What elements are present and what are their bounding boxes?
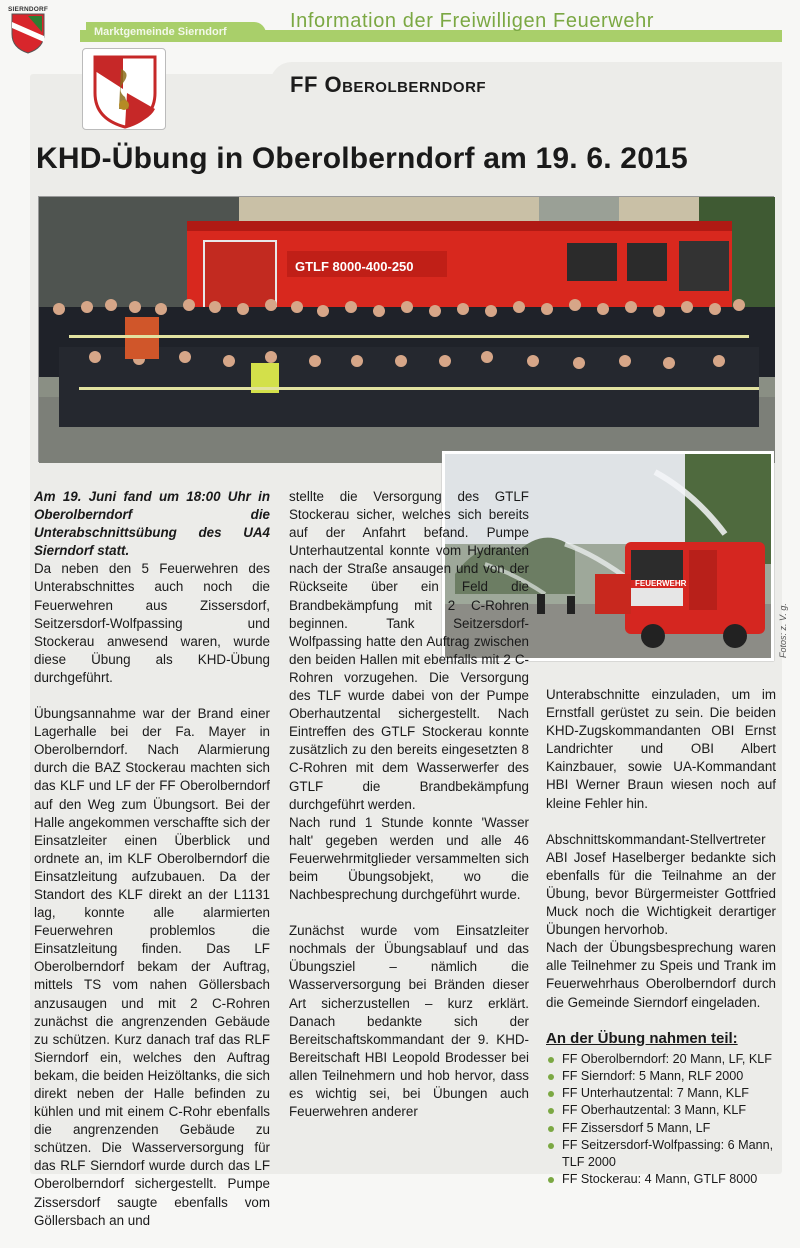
article-title: KHD-Übung in Oberolberndorf am 19. 6. 2015	[36, 142, 688, 175]
truck-label: GTLF 8000-400-250	[295, 259, 414, 274]
crest-label: SIERNDORF	[8, 6, 49, 13]
list-item: FF Stockerau: 4 Mann, GTLF 8000	[546, 1171, 776, 1188]
list-item: FF Seitzersdorf-Wolfpassing: 6 Mann, TLF 2000	[546, 1137, 776, 1171]
photo-credit: Fotos: z. V. g.	[778, 603, 788, 658]
paragraph: Übungsannahme war der Brand einer Lagerhalle bei der Fa. Mayer in Oberolberndorf. Nach Alarmierung durch die BAZ Stockerau machten sich das KLF und LF der FF Oberolberndorf auf den Weg zum Übungsort. Bei der Halle angekommen verschaffte sich der Einsatzleiter einen Überblick und ordnete an, im KLF Oberolberndorf die Einsatzleitung aufzubauen. Da der Standort des KLF direkt an der L1131 lag, konnte alle alarmierten Feuerwehren problemlos die Einsatzleitung finden. Das LF Oberolberndorf bekam der Auftrag, mittels TS vom nahen Göllersbach anzusaugen und mit 2 C-Rohren zunächst die angrenzenden Gebäude zu schützen. Kurz danach traf das RLF Sierndorf ein, welches den Auftrag bekam, die beiden Heizöltanks, die sich direkt neben der Halle befinden zu kühlen und mit einem C-Rohr ebenfalls die angrenzenden Gebäude zu schützen. Die Wasserversorgung für das RLF Sierndorf wurde durch das LF Oberolberndorf sichergestellt. Pumpe Zissersdorf saugte ebenfalls vom Göllersbach an und	[34, 706, 270, 1228]
section-name: FF Oberolberndorf	[290, 72, 487, 97]
participants-list	[546, 1051, 776, 1189]
truck2-label: FEUERWEHR	[635, 579, 687, 588]
municipal-crest	[8, 6, 48, 54]
fire-truck-2	[625, 542, 765, 648]
header-tag: Marktgemeinde Sierndorf	[86, 22, 266, 42]
list-item: FF Sierndorf: 5 Mann, RLF 2000	[546, 1068, 776, 1085]
list-item: FF Oberolberndorf: 20 Mann, LF, KLF	[546, 1051, 776, 1068]
paragraph: Nach rund 1 Stunde konnte 'Wasser halt' gegeben werden und alle 46 Feuerwehrmitglieder versammelten sich beim Übungsobjekt, wo die Nachbesprechung durchgeführt wurde.	[289, 814, 529, 903]
article-lead: Am 19. Juni fand um 18:00 Uhr in Oberolberndorf die Unterabschnittsübung des UA4 Sierndorf statt.	[34, 489, 270, 559]
text-column-3	[546, 686, 776, 1188]
list-item: FF Oberhautzental: 3 Mann, KLF	[546, 1102, 776, 1119]
text-column-1	[34, 488, 270, 1248]
crest-shield-icon	[8, 6, 48, 54]
crew	[39, 299, 775, 427]
paragraph: Unterabschnitte einzuladen, um im Ernstfall gerüstet zu sein. Die beiden KHD-Zugskommandanten OBI Ernst Landrichter und OBI Albert Kainzbauer, sowie UA-Kommandant HBI Werner Braun wiesen noch auf kleine Fehler hin.	[546, 687, 776, 811]
paragraph: Da neben den 5 Feuerwehren des Unterabschnittes auch noch die Feuerwehren aus Zissersdorf, Seitzersdorf-Wolfpassing und Stockerau anwesend waren, wurde diese Übung als KHD-Übung durchgeführt.	[34, 561, 270, 685]
text-column-2	[289, 488, 529, 1139]
list-item: FF Zissersdorf 5 Mann, LF	[546, 1120, 776, 1137]
paragraph: Nach der Übungsbesprechung waren alle Teilnehmer zu Speis und Trank im Feuerwehrhaus Oberolberndorf durch die Gemeinde Sierndorf eingeladen.	[546, 940, 776, 1010]
group-photo	[38, 196, 774, 462]
list-item: FF Unterhautzental: 7 Mann, KLF	[546, 1085, 776, 1102]
paragraph: Zunächst wurde vom Einsatzleiter nochmals der Übungsablauf und das Übungsziel – nämlich die Wasserversorgung bei Bränden dieser Art sicherzustellen – kurz erklärt. Danach bedankte sich der Bereitschaftskommandant der 9. KHD-Bereitschaft HBI Leopold Brodesser bei allen Teilnehmern und hob hervor, dass es wichtig sei, bei Übungen auch Feuerwehren anderer	[289, 923, 529, 1120]
paragraph: stellte die Versorgung des GTLF Stockerau sicher, welches sich bereits auf der Anfahrt befand. Pumpe Unterhautzental konnte vom Hydranten nach der Straße ansaugen und von der Rückseite über ein Feld die Brandbekämpfung mit 2 C-Rohren beginnen. Tank Seitzersdorf-Wolfpassing hatte den Auftrag zwischen den beiden Hallen mit ebenfalls mit 2 C-Rohren vorzugehen. Die Versorgung des TLF wurde dabei von der Pumpe Oberhautzental sichergestellt. Nach Eintreffen des GTLF Stockerau konnte zusätzlich zu den bereits eingesetzten 8 C-Rohren mit dem Wasserwerfer des GTLF die Brandbekämpfung durchgeführt werden.	[289, 489, 529, 812]
header-title: Information der Freiwilligen Feuerwehr	[290, 10, 655, 32]
participants-title: An der Übung nahmen teil:	[546, 1029, 738, 1047]
ff-crest	[82, 48, 166, 130]
paragraph: Abschnittskommandant-Stellvertreter ABI Josef Haselberger bedankte sich ebenfalls für die Teilnahme an der Übung, bevor Bürgermeister Gottfried Muck noch die Wichtigkeit derartiger Übungen hervorhob.	[546, 831, 776, 938]
fire-brigade-crest-icon	[83, 49, 167, 131]
